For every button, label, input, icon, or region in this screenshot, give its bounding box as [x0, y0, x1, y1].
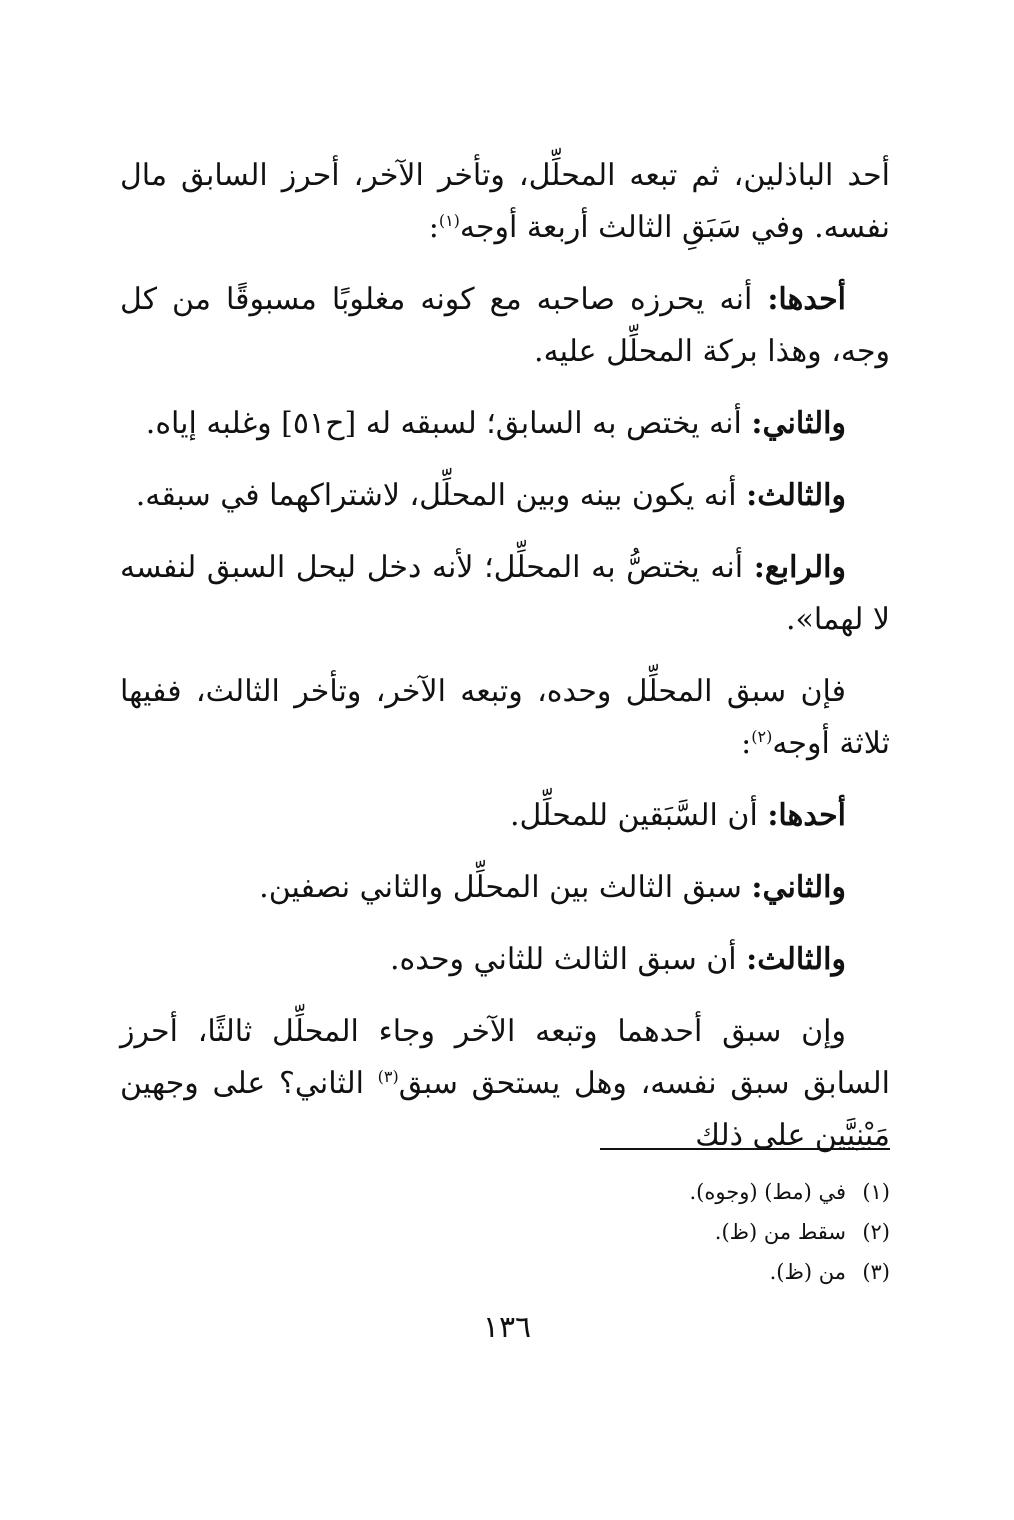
footnotes — [290, 1172, 890, 1292]
paragraph-9 — [120, 934, 890, 986]
footnote-ref[interactable]: (٢) — [751, 727, 773, 746]
footnote-number: (٣) — [862, 1260, 890, 1284]
paragraph-text: أن سبق الثالث للثاني وحده. — [389, 942, 747, 977]
paragraph-3 — [120, 398, 890, 450]
paragraph-text: أنه يختص به السابق؛ لسبقه له [ح٥١] وغلبه إياه. — [145, 406, 752, 441]
paragraph-text: وإن سبق أحدهما وتبعه الآخر وجاء المحلِّل ثالثًا، أحرز السابق سبق نفسه، وهل يستحق سبق — [120, 1014, 890, 1101]
paragraph-text: أن السَّبَقين للمحلِّل. — [510, 798, 768, 833]
paragraph-lead: والثاني: — [751, 406, 846, 441]
paragraph-lead: والثاني: — [751, 870, 846, 905]
paragraph-8 — [120, 862, 890, 914]
main-text — [120, 150, 890, 1182]
paragraph-lead: والثالث: — [746, 942, 846, 977]
footnote-text: من (ظ). — [769, 1260, 846, 1284]
paragraph-text: أنه يحرزه صاحبه مع كونه مغلوبًا مسبوقًا من كل وجه، وهذا بركة المحلِّل عليه. — [120, 282, 890, 369]
footnote-text: في (مط) (وجوه). — [689, 1180, 846, 1204]
paragraph-text: أنه يختصُّ به المحلِّل؛ لأنه دخل ليحل السبق لنفسه لا لهما». — [120, 550, 890, 637]
paragraph-text: سبق الثالث بين المحلِّل والثاني نصفين. — [259, 870, 752, 905]
footnote-number: (١) — [862, 1180, 890, 1204]
footnote-item — [290, 1252, 890, 1292]
paragraph-lead: أحدها: — [767, 282, 846, 317]
paragraph-tail: : — [428, 210, 439, 245]
paragraph-text: أنه يكون بينه وبين المحلِّل، لاشتراكهما في سبقه. — [135, 478, 747, 513]
paragraph-5 — [120, 542, 890, 646]
footnote-text: سقط من (ظ). — [714, 1220, 846, 1244]
paragraph-text: فإن سبق المحلِّل وحده، وتبعه الآخر، وتأخر الثالث، ففيها ثلاثة أوجه — [120, 674, 890, 761]
footnote-item — [290, 1172, 890, 1212]
paragraph-10 — [120, 1006, 890, 1162]
footnote-item — [290, 1212, 890, 1252]
paragraph-lead: والرابع: — [753, 550, 846, 585]
paragraph-1 — [120, 150, 890, 254]
paragraph-lead: أحدها: — [767, 798, 846, 833]
footnote-separator — [600, 1148, 890, 1150]
paragraph-6 — [120, 666, 890, 770]
paragraph-tail: : — [741, 726, 752, 761]
footnote-ref[interactable]: (٣) — [377, 1067, 399, 1086]
footnote-ref[interactable]: (١) — [438, 211, 460, 230]
paragraph-2 — [120, 274, 890, 378]
paragraph-text: أحد الباذلين، ثم تبعه المحلِّل، وتأخر الآخر، أحرز السابق مال نفسه. وفي سَبَقِ الثالث أربعة أوجه — [120, 158, 890, 245]
paragraph-tail: الثاني؟ على وجهين مَبْنِيَّين على ذلك — [120, 1066, 890, 1153]
paragraph-7 — [120, 790, 890, 842]
paragraph-4 — [120, 470, 890, 522]
paragraph-lead: والثالث: — [746, 478, 846, 513]
footnote-number: (٢) — [862, 1220, 890, 1244]
page-number: ١٣٦ — [482, 1310, 532, 1345]
